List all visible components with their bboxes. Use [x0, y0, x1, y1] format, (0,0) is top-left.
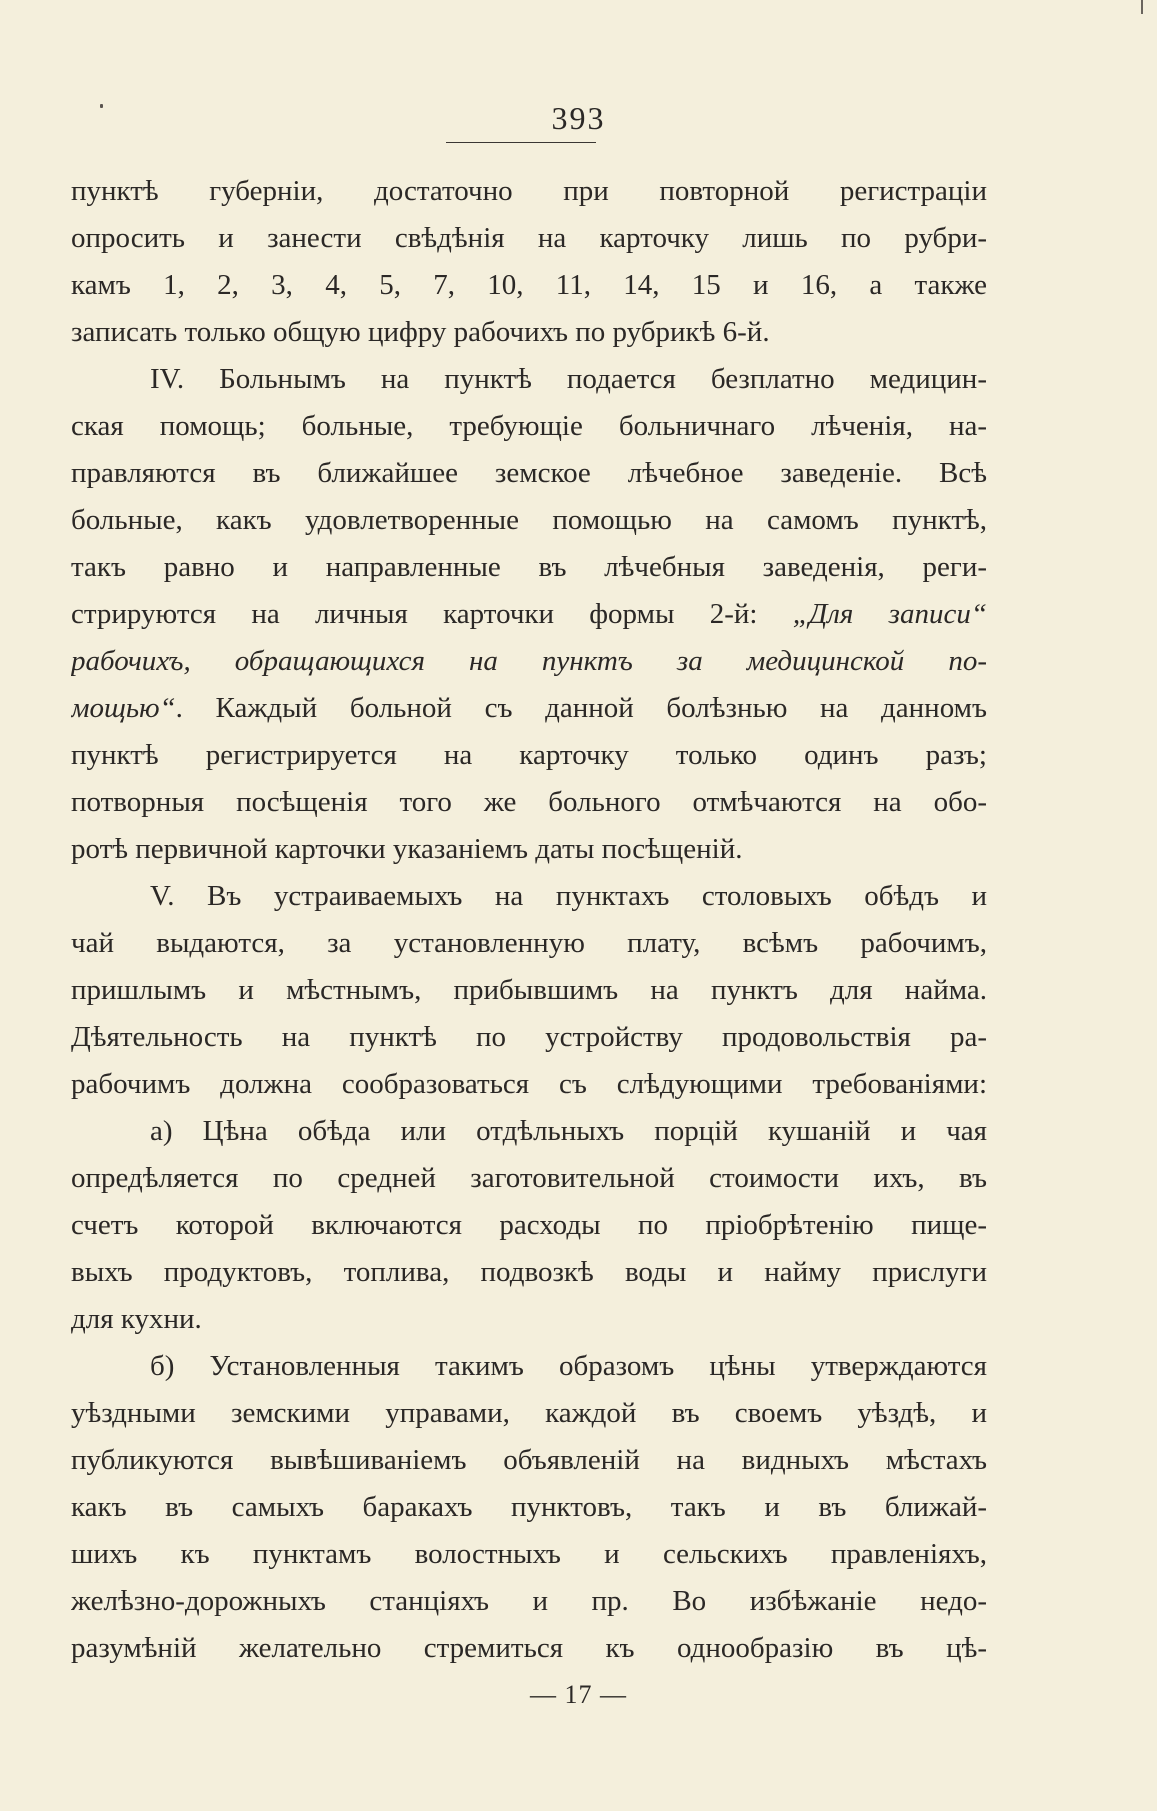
page-number-rule [446, 142, 596, 143]
text-line: пунктѣ регистрируется на карточку только одинъ разъ; [71, 739, 987, 771]
text-line: уѣздными земскими управами, каждой въ своемъ уѣздѣ, и [71, 1397, 987, 1429]
text-line: Дѣятельность на пунктѣ по устройству продовольствія ра- [71, 1021, 987, 1053]
text-line: такъ равно и направленные въ лѣчебныя заведенія, реги- [71, 551, 987, 583]
text-line: чай выдаются, за установленную плату, всѣмъ рабочимъ, [71, 927, 987, 959]
paragraph-iv-start: IV. Больнымъ на пунктѣ подается безплатно медицин- [150, 363, 987, 395]
text-line: правляются въ ближайшее земское лѣчебное заведеніе. Всѣ [71, 457, 987, 489]
text-line: пришлымъ и мѣстнымъ, прибывшимъ на пунктъ для найма. [71, 974, 987, 1006]
text-line: для кухни. [71, 1303, 202, 1335]
text-line: потворныя посѣщенія того же больного отмѣчаются на обо- [71, 786, 987, 818]
text-line: выхъ продуктовъ, топлива, подвозкѣ воды и найму прислуги [71, 1256, 987, 1288]
signature-mark: — 17 — [530, 1680, 627, 1709]
form-title-italic-line: рабочихъ, обращающихся на пунктъ за медицинской по- [71, 645, 987, 677]
form-title-italic: мощью“ [71, 692, 176, 724]
text-line: опредѣляется по средней заготовительной стоимости ихъ, въ [71, 1162, 987, 1194]
text-line: публикуются вывѣшиваніемъ объявленій на видныхъ мѣстахъ [71, 1444, 987, 1476]
text-line: ротѣ первичной карточки указаніемъ даты посѣщеній. [71, 833, 743, 865]
text-line: шихъ къ пунктамъ волостныхъ и сельскихъ правленіяхъ, [71, 1538, 987, 1570]
text-line: камъ 1, 2, 3, 4, 5, 7, 10, 11, 14, 15 и 16, а также [71, 269, 987, 301]
text-line: какъ въ самыхъ баракахъ пунктовъ, такъ и въ ближай- [71, 1491, 987, 1523]
text-fragment: . Каждый больной съ данной болѣзнью на данномъ [175, 692, 987, 724]
text-line: опросить и занести свѣдѣнія на карточку лишь по рубри- [71, 222, 987, 254]
item-a-start: а) Цѣна обѣда или отдѣльныхъ порцій кушаній и чая [150, 1115, 987, 1147]
text-line-with-italic-title [71, 591, 987, 638]
paragraph-v-start: V. Въ устраиваемыхъ на пунктахъ столовыхъ обѣдъ и [150, 880, 987, 912]
text-line: записать только общую цифру рабочихъ по рубрикѣ 6-й. [71, 316, 770, 348]
text-line: счетъ которой включаются расходы по пріобрѣтенію пище- [71, 1209, 987, 1241]
text-line: пунктѣ губерніи, достаточно при повторной регистраціи [71, 175, 987, 207]
text-line: разумѣній желательно стремиться къ однообразію въ цѣ- [71, 1632, 987, 1664]
page-number: 393 [551, 100, 606, 136]
item-b-start: б) Установленныя такимъ образомъ цѣны утверждаются [150, 1350, 987, 1382]
text-line-with-italic-title [71, 685, 987, 732]
text-fragment: стрируются на личныя карточки формы 2-й: [71, 598, 793, 630]
text-line: желѣзно-дорожныхъ станціяхъ и пр. Во избѣжаніе недо- [71, 1585, 987, 1617]
text-line: ская помощь; больные, требующіе больничнаго лѣченія, на- [71, 410, 987, 442]
page-edge-mark [1141, 0, 1143, 14]
text-line: больные, какъ удовлетворенные помощью на самомъ пунктѣ, [71, 504, 987, 536]
text-line: рабочимъ должна сообразоваться съ слѣдующими требованіями: [71, 1068, 987, 1100]
form-title-italic: „Для записи“ [792, 598, 987, 630]
body-text [71, 168, 987, 1672]
